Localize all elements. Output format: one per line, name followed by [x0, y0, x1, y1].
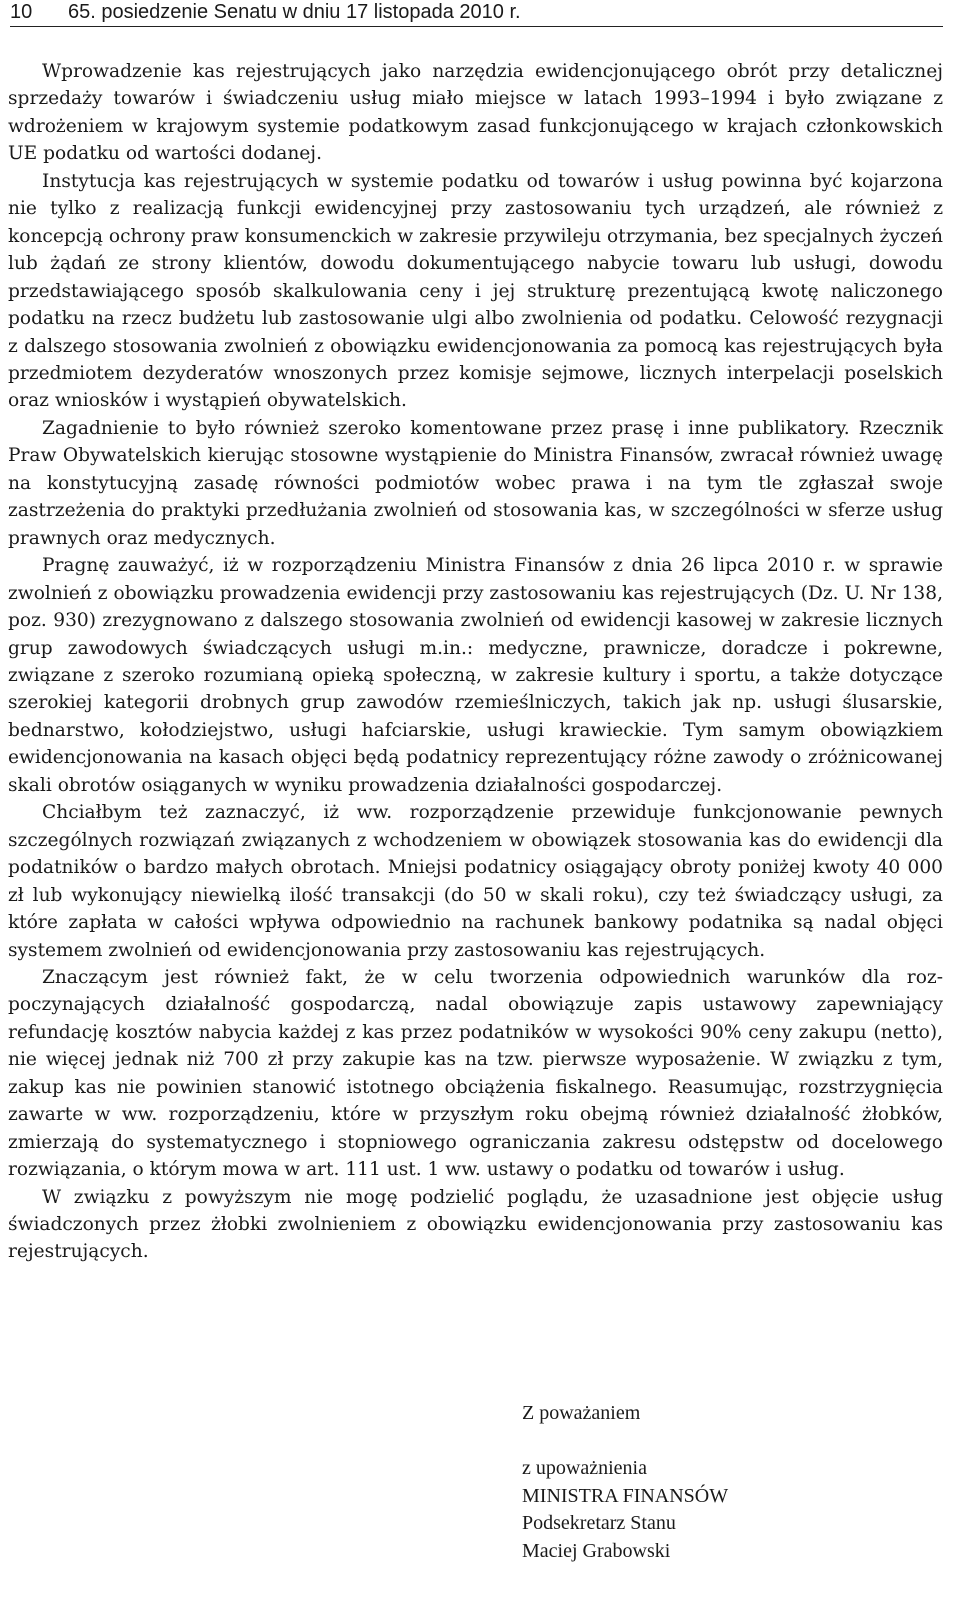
- signature-position: Podsekretarz Stanu: [522, 1512, 676, 1534]
- letter-body: [8, 58, 943, 1266]
- closing-salutation: Z poważaniem: [522, 1402, 641, 1424]
- paragraph-3: Zagadnienie to było również szeroko komentowane przez prasę i inne publikatory. Rzecznik Praw Obywatelskich kierując stosowne wystąpienie do Ministra Finansów, zwracał również uwagę na konstytucyjną zasadę równości podmiotów wobec prawa i na tym tle zgłaszał swoje zastrzeżenia do praktyki przedłużania zwolnień od stosowania kas, w szczególności w sferze usług prawnych oraz medycznych.: [8, 417, 943, 549]
- signature-ministry: MINISTRA FINANSÓW: [522, 1484, 729, 1507]
- paragraph-5: Chciałbym też zaznaczyć, iż ww. rozporządzenie przewiduje funkcjonowanie pewnych szczególnych rozwiązań związanych z wchodzeniem w obowiązek stosowania kas do ewidencji dla podatników o bardzo małych obrotach. Mniejsi podatnicy osiągający obroty poniżej kwoty 40 000 zł lub wykonujący niewielką ilość transakcji (do 50 w skali roku), czy też świadczący usługi, za które zapłata w całości wpływa odpowiednio na rachunek bankowy podatnika są nadal objęci systemem zwolnień od ewidencjonowania przy zastosowaniu kas rejestrujących.: [8, 802, 943, 961]
- paragraph-1: Wprowadzenie kas rejestrujących jako narzędzia ewidencjonującego obrót przy detalicznej sprzedaży towarów i świadczeniu usług miało miejsce w latach 1993–1994 i było związane z wdrożeniem w krajowym systemie podatkowym zasad funkcjonującego w krajach członkowskich UE podatku od wartości dodanej.: [8, 61, 943, 165]
- paragraph-2: Instytucja kas rejestrujących w systemie podatku od towarów i usług powinna być kojarzona nie tylko z realizacją funkcji ewidencyjnej przy zastosowaniu tych urządzeń, ale również z koncepcją ochrony praw konsumenckich w zakresie przywileju otrzymania, bez specjalnych życzeń lub żądań ze strony klientów, dowodu dokumentującego nabycie towaru lub usługi, dowodu przedstawiającego sposób skalkulowania ceny i jej strukturę prezentującą kwotę naliczonego podatku na rzecz budżetu lub zastosowanie ulgi albo zwolnienia od podatku. Celowość rezygnacji z dalszego stosowania zwolnień z obowiązku ewidencjonowania za pomocą kas rejestrujących była przedmiotem dezyderatów wnoszonych przez komisje sejmowe, licznych interpelacji poselskich oraz wniosków i wystąpień obywatelskich.: [8, 170, 943, 412]
- paragraph-6: Znaczącym jest również fakt, że w celu tworzenia odpowiednich warunków dla rozpoczynających działalność gospodarczą, nadal obowiązuje zapis ustawowy zapewniający refundację kosztów nabycia każdej z kas przez podatników w wysokości 90% ceny zakupu (netto), nie więcej jednak niż 700 zł przy zakupie kas na tzw. pierwsze wyposażenie. W związku z tym, zakup kas nie powinien stanowić istotnego obciążenia fiskalnego. Reasumując, rozstrzygnięcia zawarte w ww. rozporządzeniu, które w przyszłym roku obejmą również działalność żłobków, zmierzają do systematycznego i stopniowego ograniczania zakresu odstępstw od docelowego rozwiązania, o którym mowa w art. 111 ust. 1 ww. ustawy o podatku od towarów i usług.: [8, 966, 943, 1181]
- signature-name: Maciej Grabowski: [522, 1539, 671, 1562]
- page-number: 10: [10, 1, 33, 23]
- paragraph-4: Pragnę zauważyć, iż w rozporządzeniu Ministra Finansów z dnia 26 lipca 2010 r. w sprawie zwolnień z obowiązku prowadzenia ewidencji przy zastosowaniu kas rejestrujących (Dz. U. Nr 138, poz. 930) zrezygnowano z dalszego stosowania zwolnień od ewidencji kasowej w zakresie licznych grup zawodowych świadczących usługi m.in.: medyczne, prawnicze, doradcze i pokrewne, związane z szeroko rozumianą opieką społeczną, w zakresie kultury i sportu, a także dotyczące szerokiej kategorii drobnych grup zawodów rzemieślniczych, takich jak np. usługi ślusarskie, bednarstwo, kołodziejstwo, usługi hafciarskie, usługi krawieckie. Tym samym obowiązkiem ewidencjonowania na kasach objęci będą podatnicy reprezentujący różne zawody o zróżnicowanej skali obrotów osiąganych w wyniku prowadzenia działalności gospodarczej.: [8, 555, 943, 796]
- signature-authority: z upoważnienia: [522, 1457, 647, 1479]
- running-header: [10, 0, 943, 27]
- header-title: 65. posiedzenie Senatu w dniu 17 listopada 2010 r.: [68, 1, 521, 23]
- signature-block: [522, 1400, 728, 1565]
- paragraph-7: W związku z powyższym nie mogę podzielić poglądu, że uzasadnione jest objęcie usług świadczonych przez żłobki zwolnieniem z obowiązku ewidencjonowania przy zastosowaniu kas rejestrujących.: [8, 1186, 943, 1263]
